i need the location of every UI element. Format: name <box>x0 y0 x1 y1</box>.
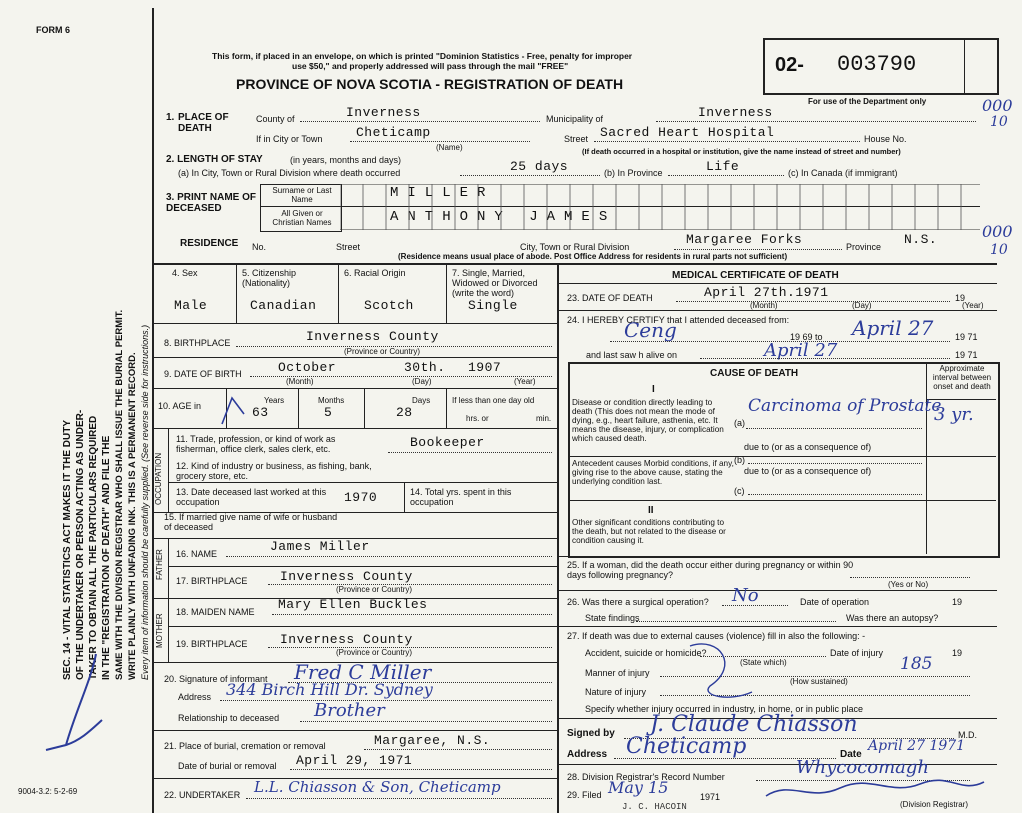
city-label: If in City or Town <box>256 134 323 144</box>
certify-to-year: 19 71 <box>955 332 978 342</box>
last-seen-label: and last saw h alive on <box>586 350 678 360</box>
last-worked-label: 13. Date deceased last worked at this occupation <box>176 487 327 507</box>
mother-bp: Inverness County <box>280 632 413 647</box>
cause-b-line <box>748 463 922 464</box>
death-year-prefix: 19 <box>955 293 966 303</box>
residence-label: RESIDENCE <box>180 238 239 249</box>
q26-autopsy-label: Was there an autopsy? <box>846 613 939 623</box>
birthplace-label: 8. BIRTHPLACE <box>164 338 231 348</box>
residence-no-label: No. <box>252 242 267 252</box>
place-num: 1. <box>166 112 175 123</box>
postal-notice-2: use $50," and properly addressed will pass through the mail "FREE" <box>292 61 569 71</box>
informant-addr-line <box>220 700 552 701</box>
city-value: Cheticamp <box>356 125 431 140</box>
undertaker-label: 22. UNDERTAKER <box>164 790 241 800</box>
mother-maiden: Mary Ellen Buckles <box>278 597 428 612</box>
age-handwritten-mark <box>218 394 248 428</box>
q29-label: 29. Filed <box>567 790 602 800</box>
q27-injury-date-label: Date of injury <box>830 648 884 658</box>
code-1: 000 <box>982 96 1013 115</box>
form-number: FORM 6 <box>36 25 71 35</box>
q29-year: 1971 <box>700 792 721 802</box>
death-date-value: April 27th.1971 <box>704 285 829 300</box>
father-name-label: 16. NAME <box>176 549 218 559</box>
father-bp-sub: (Province or Country) <box>336 585 413 594</box>
residence-note: (Residence means usual place of abode. Post Office Address for residents in rural parts not sufficient) <box>398 252 788 261</box>
death-date-line <box>676 301 950 302</box>
q27-year: 19 <box>952 648 963 658</box>
occupation-side-label: OCCUPATION <box>154 452 163 505</box>
surname-value: MILLER <box>390 185 495 201</box>
last-worked-value: 1970 <box>344 490 378 505</box>
q25-yes-no: (Yes or No) <box>888 580 929 589</box>
municipality-label: Municipality of <box>546 114 604 124</box>
dob-day-label: (Day) <box>412 377 432 386</box>
antecedent-label: Antecedent causes Morbid conditions, if any, giving rise to the above cause, stating the underlying condition last. <box>572 459 734 486</box>
burial-date-label: Date of burial or removal <box>178 761 277 771</box>
registration-number-box <box>763 38 999 95</box>
side-notice-line-4: IN THE "REGISTRATION OF DEATH" AND FILE THE <box>101 435 112 680</box>
side-notice-line-7: Every item of information should be carefully supplied. (See reverse side for instructions.) <box>140 324 150 680</box>
due-to-2: due to (or as a consequence of) <box>744 466 872 476</box>
reg-prefix: 02- <box>775 54 804 76</box>
age-div-2 <box>298 388 299 428</box>
q27-how-sustained: (How sustained) <box>790 677 848 686</box>
informant-sig-label: 20. Signature of informant <box>164 674 268 684</box>
occ-div-2 <box>404 482 405 512</box>
certify-to: April 27 <box>852 316 934 340</box>
sex-label: 4. Sex <box>172 268 198 278</box>
section-II: II <box>648 505 654 516</box>
father-div <box>168 566 557 567</box>
informant-rel-label: Relationship to deceased <box>178 713 280 723</box>
q26-year: 19 <box>952 597 963 607</box>
burial-date-line <box>290 769 552 770</box>
certify-from-year: 19 69 to <box>790 332 823 342</box>
q25-label: 25. If a woman, did the death occur either during pregnancy or within 90 days following pregnancy? <box>567 560 854 580</box>
occ-div <box>168 482 557 483</box>
q26-findings-line <box>636 621 836 622</box>
side-notice-line-3: TAKER TO OBTAIN ALL THE PARTICULARS REQUIRED <box>88 415 99 680</box>
death-month-label: (Month) <box>750 301 778 310</box>
birthplace-sub: (Province or Country) <box>344 347 421 356</box>
dob-label: 9. DATE OF BIRTH <box>164 369 242 379</box>
spouse-label: 15. If married give name of wife or husband of deceased <box>164 512 338 532</box>
q26-line <box>722 605 788 606</box>
father-side-div <box>168 538 169 598</box>
total-years-label: 14. Total yrs. spent in this occupation <box>410 487 512 507</box>
section-I: I <box>652 384 655 395</box>
last-seen-line <box>700 358 950 359</box>
citizenship-label: 5. Citizenship (Nationality) <box>242 268 297 288</box>
death-year-label: (Year) <box>962 301 984 310</box>
q29-value: May 15 <box>608 778 669 797</box>
mother-side-div <box>168 598 169 662</box>
q27-manner-label: Manner of injury <box>585 668 650 678</box>
physician-signature: J. Claude Chiasson <box>650 712 858 737</box>
age-div-3 <box>364 388 365 428</box>
informant-relationship: Brother <box>314 700 385 721</box>
mother-bp-label: 19. BIRTHPLACE <box>176 639 248 649</box>
stay-b-value: Life <box>706 159 740 174</box>
marital-value: Single <box>468 298 518 313</box>
q27-accident-label: Accident, suicide or homicide? <box>585 648 707 658</box>
interval-divider <box>926 362 927 554</box>
age-years: 63 <box>252 405 269 420</box>
q27-nature-label: Nature of injury <box>585 687 647 697</box>
informant-rel-line <box>300 721 552 722</box>
hospital-note: (If death occurred in a hospital or institution, give the name instead of street and number) <box>582 147 901 156</box>
age-months: 5 <box>324 405 333 420</box>
q29-stamp: J. C. HACOIN <box>622 802 687 812</box>
stay-sub: (in years, months and days) <box>290 155 402 165</box>
mother-side-label: MOTHER <box>155 613 164 648</box>
q25-bottom <box>557 590 997 591</box>
burial-place-label: 21. Place of burial, cremation or removal <box>164 741 326 751</box>
stay-label: 2. LENGTH OF STAY <box>166 154 263 165</box>
q27-specify-label: Specify whether injury occurred in industry, in home, or in public place <box>585 704 863 714</box>
occupation-side-div <box>168 428 169 512</box>
interval-header: Approximate interval between onset and death <box>932 364 992 391</box>
cause-header: CAUSE OF DEATH <box>710 368 799 379</box>
due-to-1: due to (or as a consequence of) <box>744 442 872 452</box>
stay-b-label: (b) In Province <box>604 168 663 178</box>
age-days-label: Days <box>412 396 431 405</box>
age-days: 28 <box>396 405 413 420</box>
reg-box-divider <box>964 40 965 93</box>
county-label: County of <box>256 114 295 124</box>
dept-use-note: For use of the Department only <box>808 97 927 106</box>
q28-label: 28. Division Registrar's Record Number <box>567 772 725 782</box>
father-name: James Miller <box>270 539 370 554</box>
informant-bottom <box>152 730 557 731</box>
less-than-day-label: If less than one day old <box>452 396 535 405</box>
left-margin-signature <box>36 650 106 760</box>
q27-label: 27. If death was due to external causes (violence) fill in also the following: - <box>567 631 866 641</box>
cause-a-interval: 3 yr. <box>934 404 974 425</box>
r2-bottom <box>152 357 557 358</box>
father-side-label: FATHER <box>155 549 164 580</box>
r1-div-3 <box>446 263 447 323</box>
citizenship-value: Canadian <box>250 298 317 313</box>
informant-addr-label: Address <box>178 692 212 702</box>
industry-label: 12. Kind of industry or business, as fishing, bank, grocery store, etc. <box>176 461 372 481</box>
q28-value: Whycocomagh <box>796 757 930 778</box>
county-line <box>300 121 540 122</box>
cause-a-line <box>746 428 922 429</box>
q25-top <box>557 556 997 557</box>
trade-line <box>388 452 552 453</box>
q27-scribble <box>680 636 760 706</box>
r3-bottom <box>152 388 557 389</box>
informant-address: 344 Birch Hill Dr. Sydney <box>226 680 433 699</box>
disease-label: Disease or condition directly leading to death (This does not mean the mode of dying, e.g., heart failure, asthenia, etc. It means the disease, injury, or complication which caused death. <box>572 398 724 443</box>
deceased-name-label: 3. PRINT NAME OF DECEASED <box>166 192 257 214</box>
surname-label: Surname or Last Name <box>272 186 332 204</box>
q27-state-which: (State which) <box>740 658 787 667</box>
cause-c-label: (c) <box>734 486 745 496</box>
certify-label: 24. I HEREBY CERTIFY that I attended deceased from: <box>567 315 790 325</box>
medical-header-line <box>557 283 997 284</box>
r4-bottom <box>152 428 557 429</box>
cause-a-label: (a) <box>734 418 745 428</box>
last-seen-year: 19 71 <box>955 350 978 360</box>
trade-value: Bookeeper <box>410 435 485 450</box>
stay-c-label: (c) In Canada (if immigrant) <box>788 168 898 178</box>
informant-signature: Fred C Miller <box>294 660 432 684</box>
physician-date: April 27 1971 <box>868 738 966 754</box>
birthplace-value: Inverness County <box>306 329 439 344</box>
section-divider-top <box>152 263 997 265</box>
name-letter-grid <box>340 184 980 230</box>
side-notice-line-1: SEC. 14 - VITAL STATISTICS ACT MAKES IT THE DUTY <box>62 419 73 680</box>
physician-date-label: Date <box>840 749 862 760</box>
min-label: min. <box>536 414 552 423</box>
signed-bottom <box>557 764 997 765</box>
r1-div-1 <box>236 263 237 323</box>
residence-city-label: City, Town or Rural Division <box>520 242 630 252</box>
q29-registrar-label: (Division Registrar) <box>900 800 969 809</box>
father-name-line <box>226 556 552 557</box>
mother-bp-sub: (Province or Country) <box>336 648 413 657</box>
cause-a-value: Carcinoma of Prostate <box>748 396 942 416</box>
r1-div-2 <box>338 263 339 323</box>
md-label: M.D. <box>958 730 977 740</box>
father-bp: Inverness County <box>280 569 413 584</box>
stay-a-label: (a) In City, Town or Rural Division where death occurred <box>178 168 401 178</box>
trade-label: 11. Trade, profession, or kind of work as fisherman, office clerk, sales clerk, etc. <box>176 434 336 454</box>
dob-year: 1907 <box>468 360 502 375</box>
residence-street-label: Street <box>336 242 361 252</box>
last-seen-value: April 27 <box>764 340 838 361</box>
dob-year-label: (Year) <box>514 377 536 386</box>
medical-header: MEDICAL CERTIFICATE OF DEATH <box>672 270 839 281</box>
house-label: House No. <box>864 134 907 144</box>
burial-place: Margaree, N.S. <box>374 733 491 748</box>
side-notice-line-6: WRITE PLAINLY WITH UNFADING INK. THIS IS A PERMANENT RECORD. <box>127 352 138 680</box>
column-divider <box>557 263 559 813</box>
certify-from: Ceng <box>624 318 677 342</box>
q27-manner-value: 185 <box>900 654 933 674</box>
residence-city-value: Margaree Forks <box>686 232 803 247</box>
residence-province-label: Province <box>846 242 882 252</box>
age-div-4 <box>446 388 447 428</box>
q26-value: No <box>732 585 759 606</box>
age-months-label: Months <box>318 396 345 405</box>
cause-c-line <box>748 494 922 495</box>
marital-label: 7. Single, Married, Widowed or Divorced (write the word) <box>452 268 538 298</box>
municipality-value: Inverness <box>698 105 773 120</box>
given-value: ANTHONY JAMES <box>390 209 617 225</box>
burial-place-line <box>364 749 552 750</box>
other-conditions-label: Other significant conditions contributing to the death, but not related to the disease or condition causing it. <box>572 518 726 545</box>
given-label: All Given or Christian Names <box>272 209 332 227</box>
racial-value: Scotch <box>364 298 414 313</box>
dob-day: 30th. <box>404 360 446 375</box>
city-line <box>350 141 530 142</box>
dob-month: October <box>278 360 337 375</box>
side-notice-line-5: SAME WITH THE DIVISION REGISTRAR WHO SHALL ISSUE THE BURIAL PERMIT. <box>114 309 125 680</box>
q26-date-label: Date of operation <box>800 597 870 607</box>
undertaker-name: L.L. Chiasson & Son, Cheticamp <box>254 778 501 796</box>
form-left-border <box>152 8 154 813</box>
code-4: 10 <box>990 242 1008 258</box>
undertaker-line <box>246 798 552 799</box>
q26-label: 26. Was there a surgical operation? <box>567 597 709 607</box>
cause-b-label: (b) <box>734 455 745 465</box>
mother-maiden-line <box>272 614 552 615</box>
code-2: 10 <box>990 114 1008 130</box>
sex-value: Male <box>174 298 208 313</box>
r1-bottom <box>152 323 557 324</box>
street-line <box>594 141 860 142</box>
stay-a-value: 25 days <box>510 159 569 174</box>
death-date-bottom <box>557 310 997 311</box>
death-date-label: 23. DATE OF DEATH <box>567 293 653 303</box>
form-title: PROVINCE OF NOVA SCOTIA - REGISTRATION OF DEATH <box>236 76 624 92</box>
age-years-label: Years <box>264 396 285 405</box>
cause-div-2 <box>568 500 996 501</box>
death-day-label: (Day) <box>852 301 872 310</box>
street-value: Sacred Heart Hospital <box>600 125 775 140</box>
street-label: Street <box>564 134 589 144</box>
residence-city-line <box>674 249 842 250</box>
registrar-signature <box>760 776 990 806</box>
county-value: Inverness <box>346 105 421 120</box>
racial-label: 6. Racial Origin <box>344 268 406 278</box>
municipality-line <box>656 121 976 122</box>
postal-notice-1: This form, if placed in an envelope, on which is printed "Dominion Statistics - Free, penalty for improper <box>212 51 633 61</box>
cause-div-1 <box>568 456 996 457</box>
stay-a-line <box>460 175 600 176</box>
q26-bottom <box>557 626 997 627</box>
dob-month-label: (Month) <box>286 377 314 386</box>
physician-address: Cheticamp <box>626 734 747 759</box>
q26-findings-label: State findings <box>585 613 640 623</box>
q25-line <box>850 577 970 578</box>
hrs-label: hrs. or <box>466 414 489 423</box>
residence-province-value: N.S. <box>904 232 938 247</box>
mother-maiden-label: 18. MAIDEN NAME <box>176 607 255 617</box>
reg-number: 003790 <box>837 52 917 77</box>
place-label: PLACE OF DEATH <box>178 112 229 134</box>
code-3: 000 <box>982 222 1013 241</box>
father-bp-label: 17. BIRTHPLACE <box>176 576 248 586</box>
form-code: 9004-3.2: 5-2-69 <box>18 787 78 796</box>
burial-date: April 29, 1971 <box>296 753 413 768</box>
mother-div <box>168 626 557 627</box>
side-notice-line-2: OF THE UNDERTAKER OR PERSON ACTING AS UNDER- <box>75 409 86 680</box>
city-name-label: (Name) <box>436 143 463 152</box>
signed-by-label: Signed by <box>567 728 615 739</box>
physician-addr-label: Address <box>567 749 608 760</box>
stay-b-line <box>668 175 784 176</box>
age-label: 10. AGE in <box>158 401 202 411</box>
